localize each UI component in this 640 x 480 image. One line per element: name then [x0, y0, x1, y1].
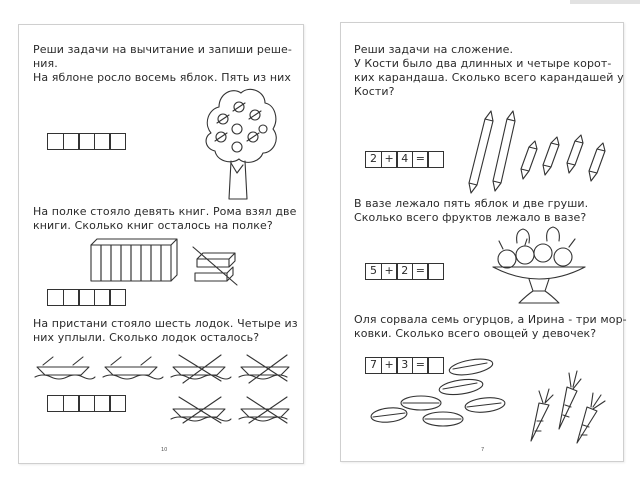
- left-task2-line-1: На полке стояло девять книг. Рома взял две: [33, 205, 297, 218]
- right-task3-line-2: ковки. Сколько всего овощей у девочек?: [354, 327, 597, 340]
- answer-cell[interactable]: [94, 395, 111, 412]
- equation-cell: =: [412, 357, 429, 374]
- equation-cell: +: [381, 357, 398, 374]
- books-icon: [89, 237, 249, 287]
- answer-cell[interactable]: [47, 395, 64, 412]
- pencils-icon: [463, 107, 613, 197]
- left-page-number: 10: [161, 447, 168, 453]
- answer-cell[interactable]: [63, 133, 80, 150]
- right-task2-line-2: Сколько всего фруктов лежало в вазе?: [354, 211, 587, 224]
- answer-cell[interactable]: [63, 395, 80, 412]
- fruit-bowl-icon: [489, 227, 589, 307]
- right-task1-equation: [365, 151, 443, 168]
- equation-answer-cell[interactable]: [427, 263, 444, 280]
- answer-cell[interactable]: [109, 133, 126, 150]
- equation-cell: 5: [365, 263, 382, 280]
- right-task1-line-1: У Кости было два длинных и четыре корот-: [354, 57, 612, 70]
- equation-cell: 3: [396, 357, 413, 374]
- left-instruction-line-2: ния.: [33, 57, 58, 70]
- right-task1-line-2: ких карандаша. Сколько всего карандашей у: [354, 71, 624, 84]
- cucumbers-icon: [367, 353, 515, 433]
- left-task3-line-1: На пристани стояло шесть лодок. Четыре из: [33, 317, 298, 330]
- equation-cell: 2: [365, 151, 382, 168]
- left-task3-answer-boxes[interactable]: [47, 395, 125, 412]
- equation-answer-cell[interactable]: [427, 151, 444, 168]
- answer-cell[interactable]: [94, 133, 111, 150]
- answer-cell[interactable]: [78, 289, 95, 306]
- answer-cell[interactable]: [109, 395, 126, 412]
- answer-cell[interactable]: [94, 289, 111, 306]
- right-page: [340, 22, 627, 462]
- equation-cell: =: [412, 151, 429, 168]
- answer-cell[interactable]: [47, 133, 64, 150]
- left-page: [18, 24, 304, 464]
- equation-cell: +: [381, 151, 398, 168]
- left-task1-line-1: На яблоне росло восемь яблок. Пять из них: [33, 71, 291, 84]
- carrots-icon: [521, 345, 613, 445]
- left-task3-line-2: них уплыли. Сколько лодок осталось?: [33, 331, 260, 344]
- equation-cell: 7: [365, 357, 382, 374]
- answer-cell[interactable]: [78, 395, 95, 412]
- apple-tree-icon: [201, 83, 281, 203]
- answer-cell[interactable]: [78, 133, 95, 150]
- right-page-number: 7: [481, 447, 485, 453]
- boats-icon: [33, 353, 293, 425]
- corner-mark: [570, 0, 640, 4]
- right-task2-equation: [365, 263, 443, 280]
- left-task1-answer-boxes[interactable]: [47, 133, 125, 150]
- answer-cell[interactable]: [109, 289, 126, 306]
- right-instruction: Реши задачи на сложение.: [354, 43, 514, 56]
- right-task2-line-1: В вазе лежало пять яблок и две груши.: [354, 197, 589, 210]
- left-instruction-line-1: Реши задачи на вычитание и запиши реше-: [33, 43, 292, 56]
- equation-cell: 4: [396, 151, 413, 168]
- equation-cell: 2: [396, 263, 413, 280]
- answer-cell[interactable]: [47, 289, 64, 306]
- left-task2-answer-boxes[interactable]: [47, 289, 125, 306]
- right-task3-line-1: Оля сорвала семь огурцов, а Ирина - три мор-: [354, 313, 627, 326]
- right-task1-line-3: Кости?: [354, 85, 395, 98]
- answer-cell[interactable]: [63, 289, 80, 306]
- equation-cell: =: [412, 263, 429, 280]
- left-task2-line-2: книги. Сколько книг осталось на полке?: [33, 219, 273, 232]
- equation-cell: +: [381, 263, 398, 280]
